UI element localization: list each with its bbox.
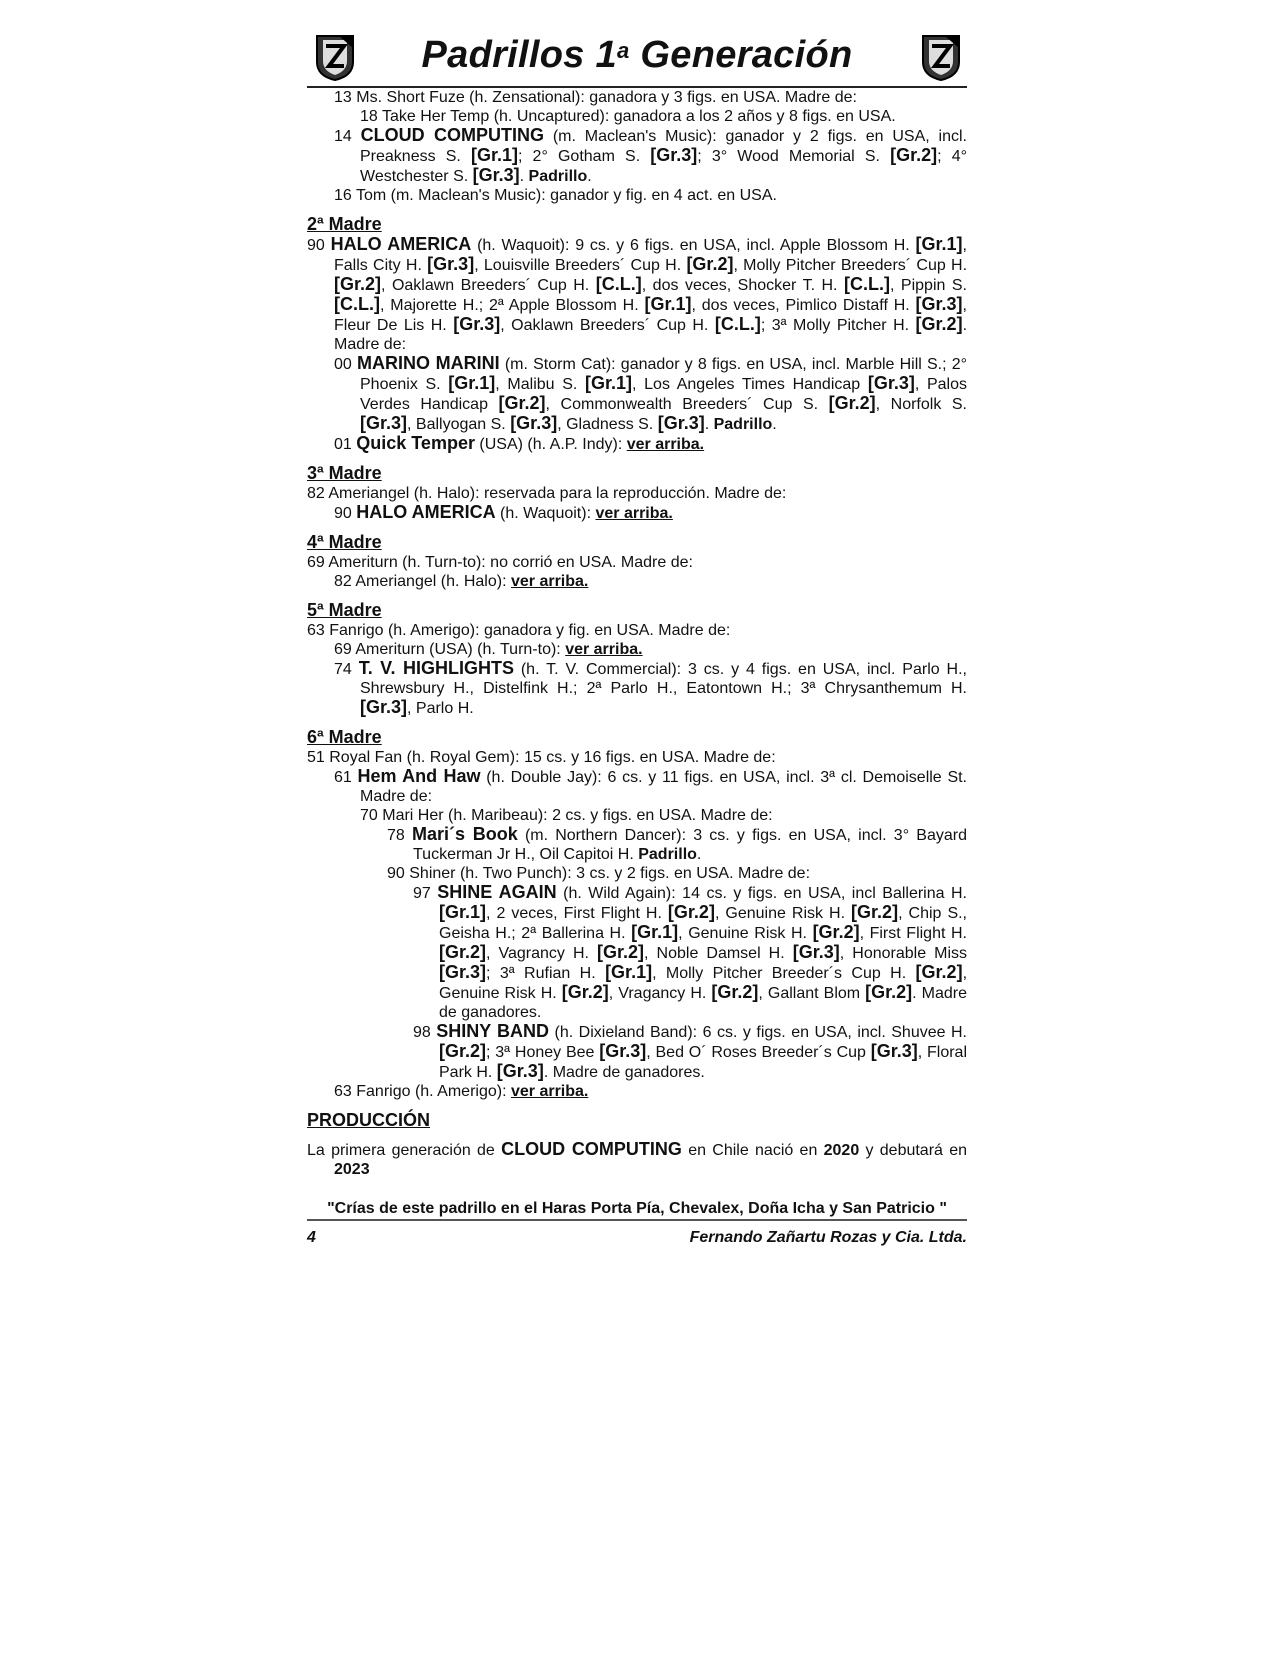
ver-arriba-link: ver arriba. bbox=[510, 1083, 589, 1100]
list-item: 13 Ms. Short Fuze (h. Zensational): ganadora y 3 figs. en USA. Madre de: bbox=[334, 89, 857, 106]
list-item: 61 Hem And Haw (h. Double Jay): 6 cs. y 11 figs. en USA, incl. 3ª cl. Demoiselle St. Madre de: bbox=[334, 766, 968, 805]
list-item: 74 T. V. HIGHLIGHTS (h. T. V. Commercial): 3 cs. y 4 figs. en USA, incl. Parlo H., Shrewsbury H., Distelfink H.; 2ª Parlo H., Eatontown H.; 3ª Chrysanthemum H. [Gr.3], Parlo H. bbox=[334, 658, 967, 717]
list-item: 90 HALO AMERICA (h. Waquoit): ver arriba. bbox=[334, 502, 673, 522]
closing-quote: "Crías de este padrillo en el Haras Porta Pía, Chevalex, Doña Icha y San Patricio " bbox=[327, 1200, 947, 1217]
list-item: 01 Quick Temper (USA) (h. A.P. Indy): ver arriba. bbox=[334, 433, 705, 453]
section-title: 2ª Madre bbox=[307, 214, 382, 234]
list-item: 90 Shiner (h. Two Punch): 3 cs. y 2 figs. en USA. Madre de: bbox=[387, 865, 811, 882]
list-item: 51 Royal Fan (h. Royal Gem): 15 cs. y 16 figs. en USA. Madre de: bbox=[307, 749, 776, 766]
ver-arriba-link: ver arriba. bbox=[565, 641, 643, 658]
page-footer bbox=[307, 1219, 967, 1247]
list-item: 97 SHINE AGAIN (h. Wild Again): 14 cs. y figs. en USA, incl Ballerina H. [Gr.1], 2 veces, First Flight H. [Gr.2], Genuine Risk H. [Gr.2], Chip S., Geisha H.; 2ª Ballerina H. [Gr.1], Genuine Risk H. [Gr.2], First Flight H. [Gr.2], Vagrancy H. [Gr.2], Noble Damsel H. [Gr.3], Honorable Miss [Gr.3]; 3ª Rufian H. [Gr.1], Molly Pitcher Breeder´s Cup H. [Gr.2], Genuine Risk H. [Gr.2], Vragancy H. [Gr.2], Gallant Blom [Gr.2]. Madre de ganadores. bbox=[413, 882, 968, 1021]
list-item: 18 Take Her Temp (h. Uncaptured): ganadora a los 2 años y 8 figs. en USA. bbox=[360, 108, 896, 125]
list-item: 14 CLOUD COMPUTING (m. Maclean's Music): ganador y 2 figs. en USA, incl. Preakness S. [Gr.1]; 2° Gotham S. [Gr.3]; 3° Wood Memorial S. [Gr.2]; 4° Westchester S. [Gr.3]. Padrillo. bbox=[334, 125, 967, 185]
list-item: 82 Ameriangel (h. Halo): reservada para la reproducción. Madre de: bbox=[307, 485, 787, 502]
ver-arriba-link: ver arriba. bbox=[510, 573, 589, 590]
section-title: 3ª Madre bbox=[307, 463, 382, 483]
section-title: 6ª Madre bbox=[307, 727, 382, 747]
list-item: 00 MARINO MARINI (m. Storm Cat): ganador y 8 figs. en USA, incl. Marble Hill S.; 2° Phoenix S. [Gr.1], Malibu S. [Gr.1], Los Angeles Times Handicap [Gr.3], Palos Verdes Handicap [Gr.2], Commonwealth Breeders´ Cup S. [Gr.2], Norfolk S. [Gr.3], Ballyogan S. [Gr.3], Gladness S. [Gr.3]. Padrillo. bbox=[334, 353, 968, 433]
page-number: 4 bbox=[307, 1229, 316, 1246]
section-title: 5ª Madre bbox=[307, 600, 382, 620]
list-item: 69 Ameriturn (h. Turn-to): no corrió en USA. Madre de: bbox=[307, 554, 693, 571]
list-item: 90 HALO AMERICA (h. Waquoit): 9 cs. y 6 figs. en USA, incl. Apple Blossom H. [Gr.1], Falls City H. [Gr.3], Louisville Breeders´ Cup H. [Gr.2], Molly Pitcher Breeders´ Cup H. [Gr.2], Oaklawn Breeders´ Cup H. [C.L.], dos veces, Shocker T. H. [C.L.], Pippin S. [C.L.], Majorette H.; 2ª Apple Blossom H. [Gr.1], dos veces, Pimlico Distaff H. [Gr.3], Fleur De Lis H. [Gr.3], Oaklawn Breeders´ Cup H. [C.L.]; 3ª Molly Pitcher H. [Gr.2]. Madre de: bbox=[307, 234, 968, 353]
page-header bbox=[307, 28, 967, 88]
pedigree-body bbox=[307, 88, 967, 1218]
list-item: 98 SHINY BAND (h. Dixieland Band): 6 cs. y figs. en USA, incl. Shuvee H. [Gr.2]; 3ª Honey Bee [Gr.3], Bed O´ Roses Breeder´s Cup [Gr.3], Floral Park H. [Gr.3]. Madre de ganadores. bbox=[413, 1021, 968, 1081]
section-title: 4ª Madre bbox=[307, 532, 382, 552]
ver-arriba-link: ver arriba. bbox=[595, 505, 673, 522]
ver-arriba-link: ver arriba. bbox=[626, 436, 705, 453]
section-title: PRODUCCIÓN bbox=[307, 1110, 431, 1130]
list-item: 63 Fanrigo (h. Amerigo): ganadora y fig. en USA. Madre de: bbox=[307, 622, 731, 639]
company-name: Fernando Zañartu Rozas y Cia. Ltda. bbox=[689, 1229, 967, 1246]
list-item: 63 Fanrigo (h. Amerigo): ver arriba. bbox=[334, 1083, 589, 1100]
list-item: 69 Ameriturn (USA) (h. Turn-to): ver arriba. bbox=[334, 641, 643, 658]
list-item: 70 Mari Her (h. Maribeau): 2 cs. y figs. en USA. Madre de: bbox=[360, 807, 773, 824]
list-item: 16 Tom (m. Maclean's Music): ganador y fig. en 4 act. en USA. bbox=[334, 187, 777, 204]
page-title: Padrillos 1$^a$ Generación bbox=[421, 34, 853, 76]
list-item: 82 Ameriangel (h. Halo): ver arriba. bbox=[334, 573, 589, 590]
production-text: La primera generación de CLOUD COMPUTING en Chile nació en 2020 y debutará en 2023 bbox=[307, 1139, 968, 1178]
list-item: 78 Mari´s Book (m. Northern Dancer): 3 cs. y figs. en USA, incl. 3° Bayard Tuckerman Jr H., Oil Capitoi H. Padrillo. bbox=[387, 824, 967, 863]
shield-z-logo-icon bbox=[919, 32, 963, 82]
page bbox=[307, 28, 967, 1234]
